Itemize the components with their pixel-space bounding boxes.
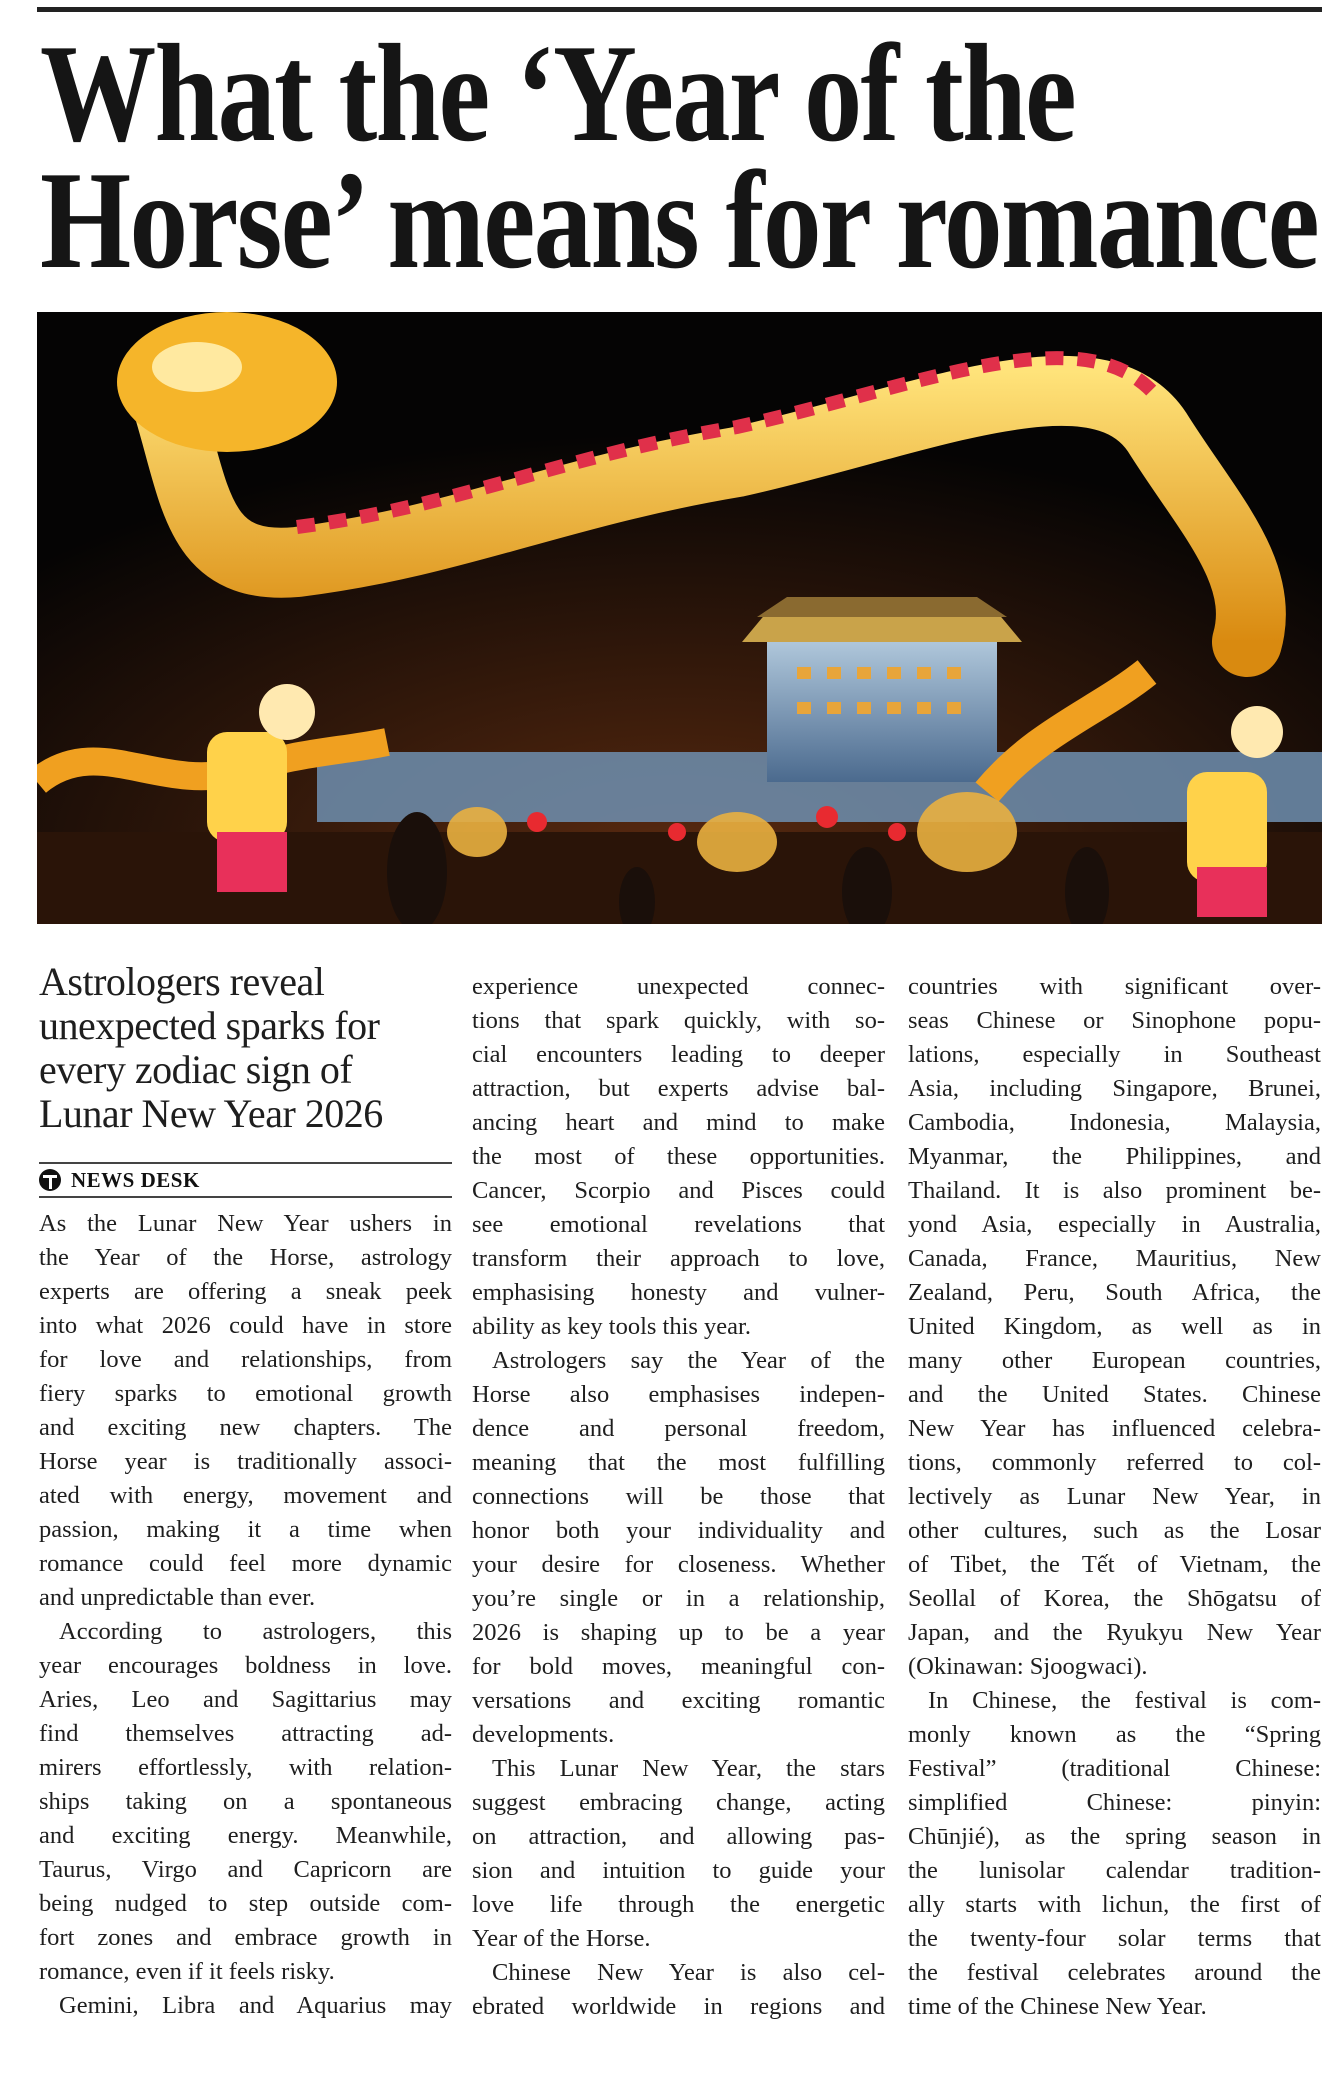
article-line: yond Asia, especially in Australia, <box>908 1211 1321 1238</box>
article-line: fort zones and embrace growth in <box>39 1924 452 1951</box>
article-line: the twenty-four solar terms that <box>908 1925 1321 1952</box>
byline-author: NEWS DESK <box>71 1167 200 1192</box>
article-line: monly known as the “Spring <box>908 1721 1321 1748</box>
article-line: 2026 is shaping up to be a year <box>472 1619 885 1646</box>
article-line: mirers effortlessly, with relation- <box>39 1754 452 1781</box>
article-line: transform their approach to love, <box>472 1245 885 1272</box>
article-line: In Chinese, the festival is com- <box>928 1687 1321 1714</box>
article-paragraph <box>908 970 1321 1684</box>
article-line: Gemini, Libra and Aquarius may <box>59 1992 452 2019</box>
article-line: simplified Chinese: pinyin: <box>908 1789 1321 1816</box>
article-column-3 <box>908 970 1321 2024</box>
article-line: ancing heart and mind to make <box>472 1109 885 1136</box>
article-line: attraction, but experts advise bal- <box>472 1075 885 1102</box>
article-paragraph <box>39 1207 452 1615</box>
article-line: being nudged to step outside com- <box>39 1890 452 1917</box>
article-line: you’re single or in a relationship, <box>472 1585 885 1612</box>
article-line: seas Chinese or Sinophone popu- <box>908 1007 1321 1034</box>
article-line: lectively as Lunar New Year, in <box>908 1483 1321 1510</box>
article-line: love life through the energetic <box>472 1891 885 1918</box>
publication-logo-icon <box>39 1169 61 1191</box>
article-line: Aries, Leo and Sagittarius may <box>39 1686 452 1713</box>
headline-line-2: Horse’ means for romance <box>40 143 1318 298</box>
article-line: cial encounters leading to deeper <box>472 1041 885 1068</box>
article-line: honor both your individuality and <box>472 1517 885 1544</box>
headline-line-1: What the ‘Year of the <box>40 16 1075 171</box>
article-line: connections will be those that <box>472 1483 885 1510</box>
article-line: of Tibet, the Tết of Vietnam, the <box>908 1551 1321 1578</box>
article-line: romance, even if it feels risky. <box>39 1958 335 1985</box>
article-line: experts are offering a sneak peek <box>39 1278 452 1305</box>
article-line: ability as key tools this year. <box>472 1313 751 1340</box>
article-line: (Okinawan: Sjoogwaci). <box>908 1653 1148 1680</box>
subheadline-line: Astrologers reveal <box>39 959 325 1004</box>
article-line: According to astrologers, this <box>59 1618 452 1645</box>
article-line: Canada, France, Mauritius, New <box>908 1245 1321 1272</box>
subheadline-line: Lunar New Year 2026 <box>39 1091 383 1136</box>
top-rule <box>37 7 1322 12</box>
article-line: romance could feel more dynamic <box>39 1550 452 1577</box>
article-line: suggest embracing change, acting <box>472 1789 885 1816</box>
article-line: lations, especially in Southeast <box>908 1041 1321 1068</box>
article-line: United Kingdom, as well as in <box>908 1313 1321 1340</box>
article-line: countries with significant over- <box>908 973 1321 1000</box>
subheadline <box>39 960 459 1136</box>
article-line: other cultures, such as the Losar <box>908 1517 1321 1544</box>
article-line: Cambodia, Indonesia, Malaysia, <box>908 1109 1321 1136</box>
article-paragraph <box>39 1989 452 2023</box>
article-line: for bold moves, meaningful con- <box>472 1653 885 1680</box>
article-line: versations and exciting romantic <box>472 1687 885 1714</box>
article-line: ally starts with lichun, the first of <box>908 1891 1321 1918</box>
article-paragraph <box>908 1684 1321 2024</box>
article-line: fiery sparks to emotional growth <box>39 1380 452 1407</box>
article-line: many other European countries, <box>908 1347 1321 1374</box>
article-line: your desire for closeness. Whether <box>472 1551 885 1578</box>
article-line: As the Lunar New Year ushers in <box>39 1210 452 1237</box>
article-line: Cancer, Scorpio and Pisces could <box>472 1177 885 1204</box>
article-line: the Year of the Horse, astrology <box>39 1244 452 1271</box>
article-line: meaning that the most fulfilling <box>472 1449 885 1476</box>
article-line: find themselves attracting ad- <box>39 1720 452 1747</box>
article-line: Horse also emphasises indepen- <box>472 1381 885 1408</box>
article-line: tions that spark quickly, with so- <box>472 1007 885 1034</box>
article-line: passion, making it a time when <box>39 1516 452 1543</box>
article-line: Myanmar, the Philippines, and <box>908 1143 1321 1170</box>
article-paragraph <box>472 1752 885 1956</box>
article-line: and exciting new chapters. The <box>39 1414 452 1441</box>
article-column-2 <box>472 970 885 2024</box>
byline-bottom-rule <box>39 1196 452 1198</box>
article-line: and the United States. Chinese <box>908 1381 1321 1408</box>
article-line: Taurus, Virgo and Capricorn are <box>39 1856 452 1883</box>
article-paragraph <box>39 1615 452 1989</box>
article-line: into what 2026 could have in store <box>39 1312 452 1339</box>
article-line: ated with energy, movement and <box>39 1482 452 1509</box>
article-line: Asia, including Singapore, Brunei, <box>908 1075 1321 1102</box>
article-line: year encourages boldness in love. <box>39 1652 452 1679</box>
article-line: Thailand. It is also prominent be- <box>908 1177 1321 1204</box>
article-column-1 <box>39 1207 452 2023</box>
article-paragraph <box>472 970 885 1344</box>
byline-top-rule <box>39 1162 452 1164</box>
article-line: the festival celebrates around the <box>908 1959 1321 1986</box>
article-line: on attraction, and allowing pas- <box>472 1823 885 1850</box>
subheadline-line: every zodiac sign of <box>39 1047 353 1092</box>
article-line: emphasising honesty and vulner- <box>472 1279 885 1306</box>
article-line: developments. <box>472 1721 615 1748</box>
lantern-festival-photo <box>37 312 1322 924</box>
article-line: Zealand, Peru, South Africa, the <box>908 1279 1321 1306</box>
article-line: Horse year is traditionally associ- <box>39 1448 452 1475</box>
article-line: experience unexpected connec- <box>472 973 885 1000</box>
article-line: time of the Chinese New Year. <box>908 1993 1207 2020</box>
article-line: Festival” (traditional Chinese: <box>908 1755 1321 1782</box>
article-line: and unpredictable than ever. <box>39 1584 316 1611</box>
article-line: Japan, and the Ryukyu New Year <box>908 1619 1321 1646</box>
article-line: the most of these opportunities. <box>472 1143 885 1170</box>
article-line: New Year has influenced celebra- <box>908 1415 1321 1442</box>
article-paragraph <box>472 1956 885 2024</box>
article-line: Year of the Horse. <box>472 1925 651 1952</box>
article-line: tions, commonly referred to col- <box>908 1449 1321 1476</box>
article-line: for love and relationships, from <box>39 1346 452 1373</box>
article-line: sion and intuition to guide your <box>472 1857 885 1884</box>
article-line: ships taking on a spontaneous <box>39 1788 452 1815</box>
article-line: see emotional revelations that <box>472 1211 885 1238</box>
article-line: Chūnjié), as the spring season in <box>908 1823 1321 1850</box>
article-line: Astrologers say the Year of the <box>492 1347 885 1374</box>
article-paragraph <box>472 1344 885 1752</box>
article-line: Chinese New Year is also cel- <box>492 1959 885 1986</box>
article-line: the lunisolar calendar tradition- <box>908 1857 1321 1884</box>
article-line: Seollal of Korea, the Shōgatsu of <box>908 1585 1321 1612</box>
article-line: dence and personal freedom, <box>472 1415 885 1442</box>
article-line: and exciting energy. Meanwhile, <box>39 1822 452 1849</box>
article-line: This Lunar New Year, the stars <box>492 1755 885 1782</box>
subheadline-line: unexpected sparks for <box>39 1003 380 1048</box>
article-line: ebrated worldwide in regions and <box>472 1993 885 2020</box>
byline <box>39 1166 200 1194</box>
